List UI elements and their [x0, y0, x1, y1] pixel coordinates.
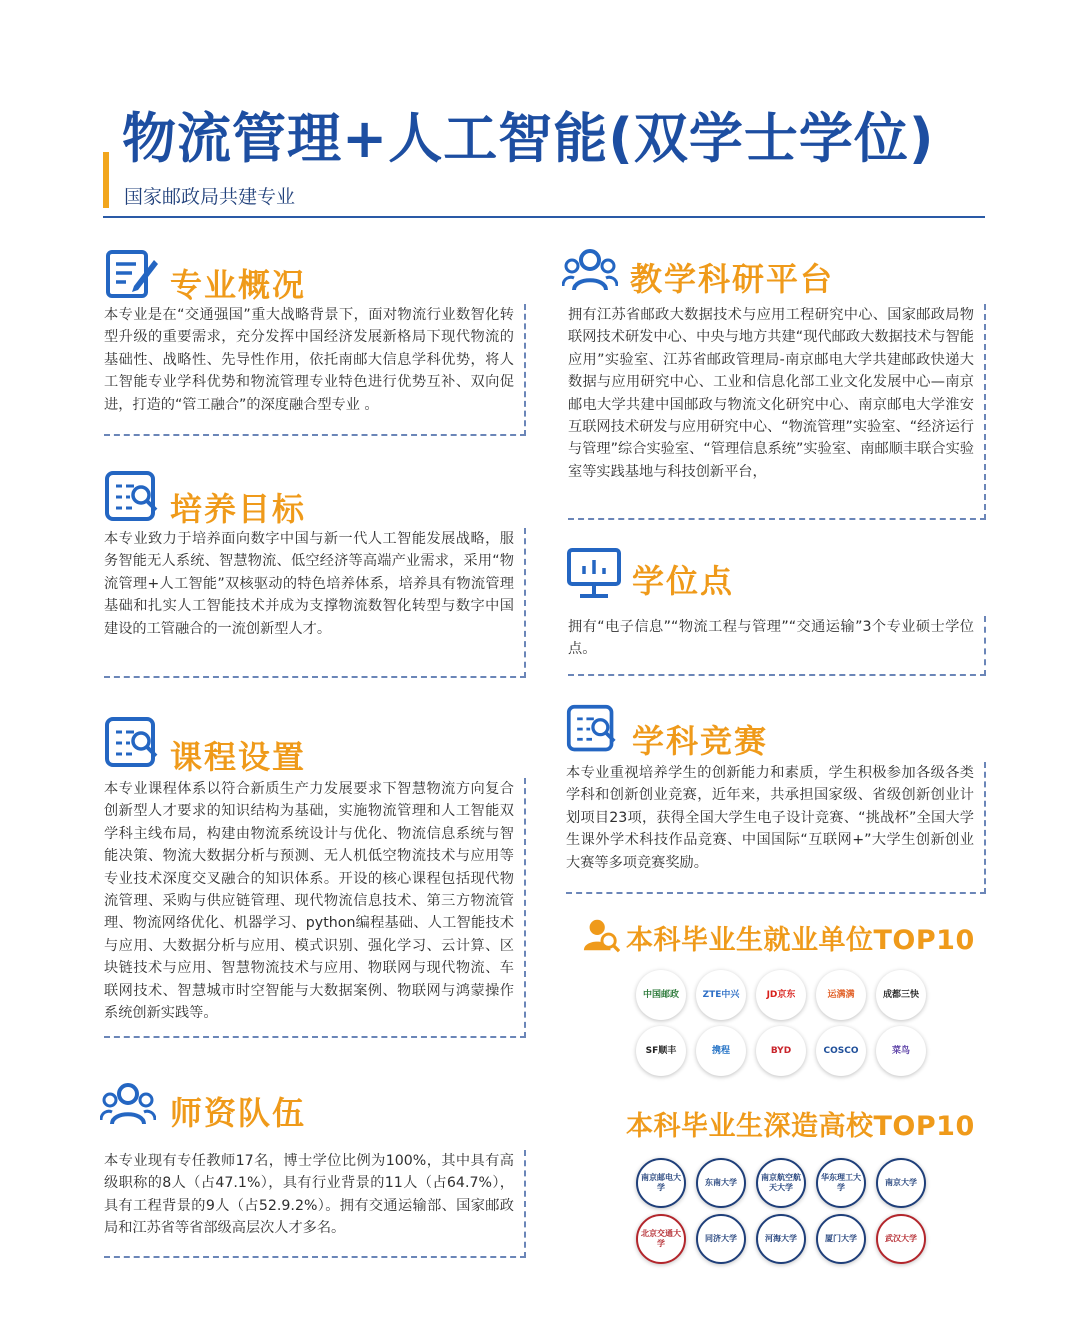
employment-logo-grid: [636, 970, 926, 1076]
employer-logo: ZTE中兴: [696, 970, 746, 1020]
header-accent-bar: [103, 152, 109, 208]
graduate-schools-heading: 本科毕业生深造高校TOP10: [626, 1111, 975, 1142]
section-overview: [104, 246, 526, 438]
section-competition: [566, 704, 986, 894]
section-title: 专业概况: [170, 266, 307, 304]
section-title: 学位点: [632, 562, 735, 600]
section-title: 教学科研平台: [630, 260, 835, 298]
page-subtitle: 国家邮政局共建专业: [124, 186, 296, 208]
section-text: 本专业课程体系以符合新质生产力发展要求下智慧物流方向复合创新型人才要求的知识结构为基础，实施物流管理和人工智能双学科主线布局，构建由物流系统设计与优化、物流信息系统与智能决策、物流大数据分析与预测、无人机低空物流技术与应用等专业技术深度交叉融合的知识体系。开设的核心课程包括现代物流管理、采购与供应链管理、现代物流信息技术、第三方物流管理、物流网络优化、机器学习、python编程基础、人工智能技术与应用、大数据分析与应用、模式识别、强化学习、云计算、区块链技术与应用、智慧物流技术与应用、物联网与现代物流、车联网技术、智慧城市时空智能与大数据案例、物联网与鸿蒙操作系统创新实践等。: [104, 778, 526, 1038]
page-title: 物流管理+人工智能(双学士学位): [122, 107, 935, 170]
university-logo: 河海大学: [756, 1214, 806, 1264]
edit-document-icon: [104, 246, 160, 302]
employer-logo: BYD: [756, 1026, 806, 1076]
section-title: 师资队伍: [170, 1094, 307, 1132]
employer-logo: 运满满: [816, 970, 866, 1020]
university-logo: 南京大学: [876, 1158, 926, 1208]
university-logo: 南京邮电大学: [636, 1158, 686, 1208]
section-text: 本专业是在“交通强国”重大战略背景下，面对物流行业数智化转型升级的重要需求，充分发挥中国经济发展新格局下现代物流的基础性、战略性、先导性作用，依托南邮大信息学科优势，将人工智能专业学科优势和物流管理专业特色进行优势互补、双向促进，打造的“管工融合”的深度融合型专业 。: [104, 304, 526, 436]
section-faculty: [100, 1078, 526, 1258]
section-platform: [562, 244, 986, 520]
university-logo: 华东理工大学: [816, 1158, 866, 1208]
university-logo: 武汉大学: [876, 1214, 926, 1264]
section-title: 培养目标: [170, 490, 307, 528]
employer-logo: 成都三快: [876, 970, 926, 1020]
section-title: 课程设置: [170, 738, 307, 776]
section-text: 本专业致力于培养面向数字中国与新一代人工智能发展战略，服务智能无人系统、智慧物流、低空经济等高端产业需求，采用“物流管理+人工智能”双核驱动的特色培养体系，培养具有物流管理基础和扎实人工智能技术并成为支撑物流数智化转型与数字中国建设的工管融合的一流创新型人才。: [104, 528, 526, 678]
university-logo: 南京航空航天大学: [756, 1158, 806, 1208]
checklist-search-icon: [104, 716, 160, 772]
monitor-chart-icon: [566, 546, 622, 602]
employment-heading: 本科毕业生就业单位TOP10: [626, 925, 975, 956]
section-text: 拥有江苏省邮政大数据技术与应用工程研究中心、国家邮政局物联网技术研发中心、中央与地方共建“现代邮政大数据技术与智能应用”实验室、江苏省邮政管理局-南京邮电大学共建邮政快递大数据与应用研究中心、工业和信息化部工业文化发展中心—南京邮电大学共建中国邮政与物流文化研究中心、南京邮电大学淮安互联网技术研发与应用研究中心、“物流管理”实验室、“经济运行与管理”综合实验室、“管理信息系统”实验室、南邮顺丰联合实验室等实践基地与科技创新平台，: [568, 304, 986, 520]
section-title: 学科竞赛: [632, 722, 769, 760]
section-curriculum: [104, 716, 526, 1038]
people-group-icon: [562, 244, 618, 300]
section-degree: [566, 546, 986, 676]
section-text: 本专业重视培养学生的创新能力和素质，学生积极参加各级各类学科和创新创业竞赛，近年来，共承担国家级、省级创新创业计划项目23项，获得全国大学生电子设计竞赛、“挑战杯”全国大学生课外学术科技作品竞赛、中国国际“互联网+”大学生创新创业大赛等多项竞赛奖励。: [566, 762, 986, 894]
checklist-search-icon: [566, 704, 618, 756]
person-search-icon: [582, 916, 620, 954]
employer-logo: 中国邮政: [636, 970, 686, 1020]
checklist-search-icon: [104, 470, 160, 526]
university-logo: 同济大学: [696, 1214, 746, 1264]
people-group-icon: [100, 1078, 156, 1134]
header-divider: [103, 216, 985, 218]
employer-logo: COSCO: [816, 1026, 866, 1076]
graduate-schools-logo-grid: [636, 1158, 926, 1264]
employer-logo: SF顺丰: [636, 1026, 686, 1076]
employer-logo: 携程: [696, 1026, 746, 1076]
employer-logo: 菜鸟: [876, 1026, 926, 1076]
employer-logo: JD京东: [756, 970, 806, 1020]
section-text: 拥有“电子信息”“物流工程与管理”“交通运输”3个专业硕士学位点。: [568, 616, 986, 676]
section-goals: [104, 470, 526, 680]
university-logo: 厦门大学: [816, 1214, 866, 1264]
university-logo: 北京交通大学: [636, 1214, 686, 1264]
university-logo: 东南大学: [696, 1158, 746, 1208]
section-text: 本专业现有专任教师17名，博士学位比例为100%，其中具有高级职称的8人（占47.1%），具有行业背景的11人（占64.7%），具有工程背景的9人（占52.9.2%）。拥有交通运输部、国家邮政局和江苏省等省部级高层次人才多名。: [104, 1150, 526, 1258]
